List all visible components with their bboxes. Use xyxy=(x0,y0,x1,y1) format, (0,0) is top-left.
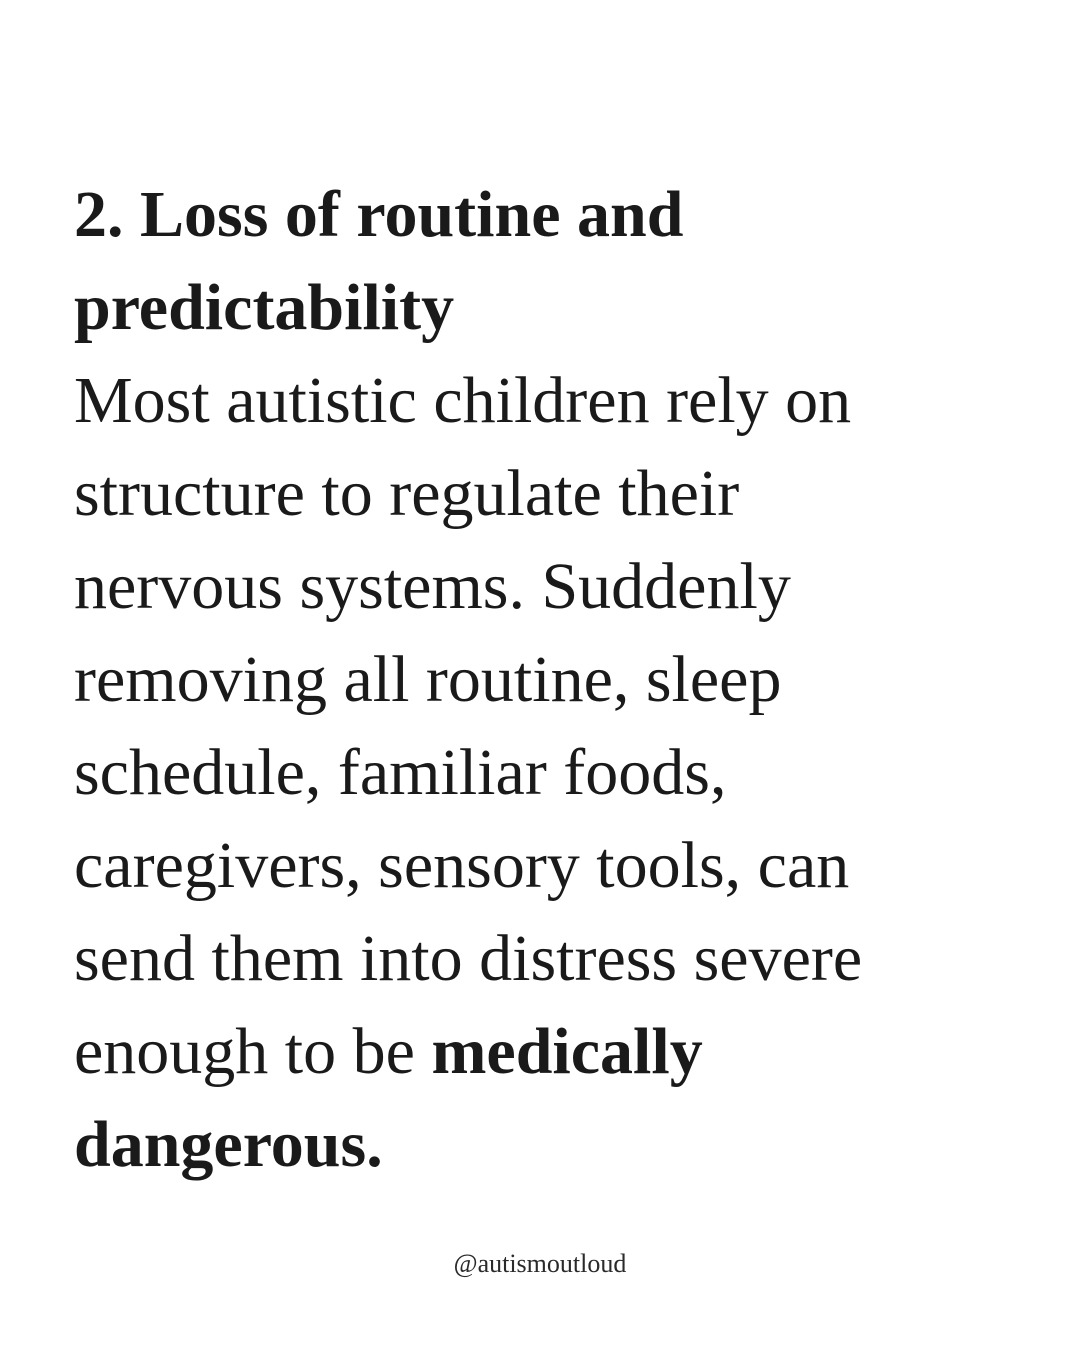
body-line: removing all routine, sleep xyxy=(74,643,782,716)
body-line: send them into distress severe xyxy=(74,922,863,995)
body-line: structure to regulate their xyxy=(74,457,740,530)
body-line: caregivers, sensory tools, can xyxy=(74,829,850,902)
heading-line-2: predictability xyxy=(74,271,455,344)
heading-line-1: 2. Loss of routine and xyxy=(74,178,684,251)
body-line-plain: enough to be xyxy=(74,1015,432,1088)
account-handle: @autismoutloud xyxy=(453,1249,627,1278)
emphasis-medically: medically xyxy=(431,1015,703,1088)
post-body xyxy=(74,354,974,1191)
post-content xyxy=(74,168,974,1191)
post-heading xyxy=(74,168,974,354)
body-line: nervous systems. Suddenly xyxy=(74,550,791,623)
body-line: schedule, familiar foods, xyxy=(74,736,727,809)
body-line: Most autistic children rely on xyxy=(74,364,852,437)
emphasis-dangerous: dangerous. xyxy=(74,1108,383,1181)
